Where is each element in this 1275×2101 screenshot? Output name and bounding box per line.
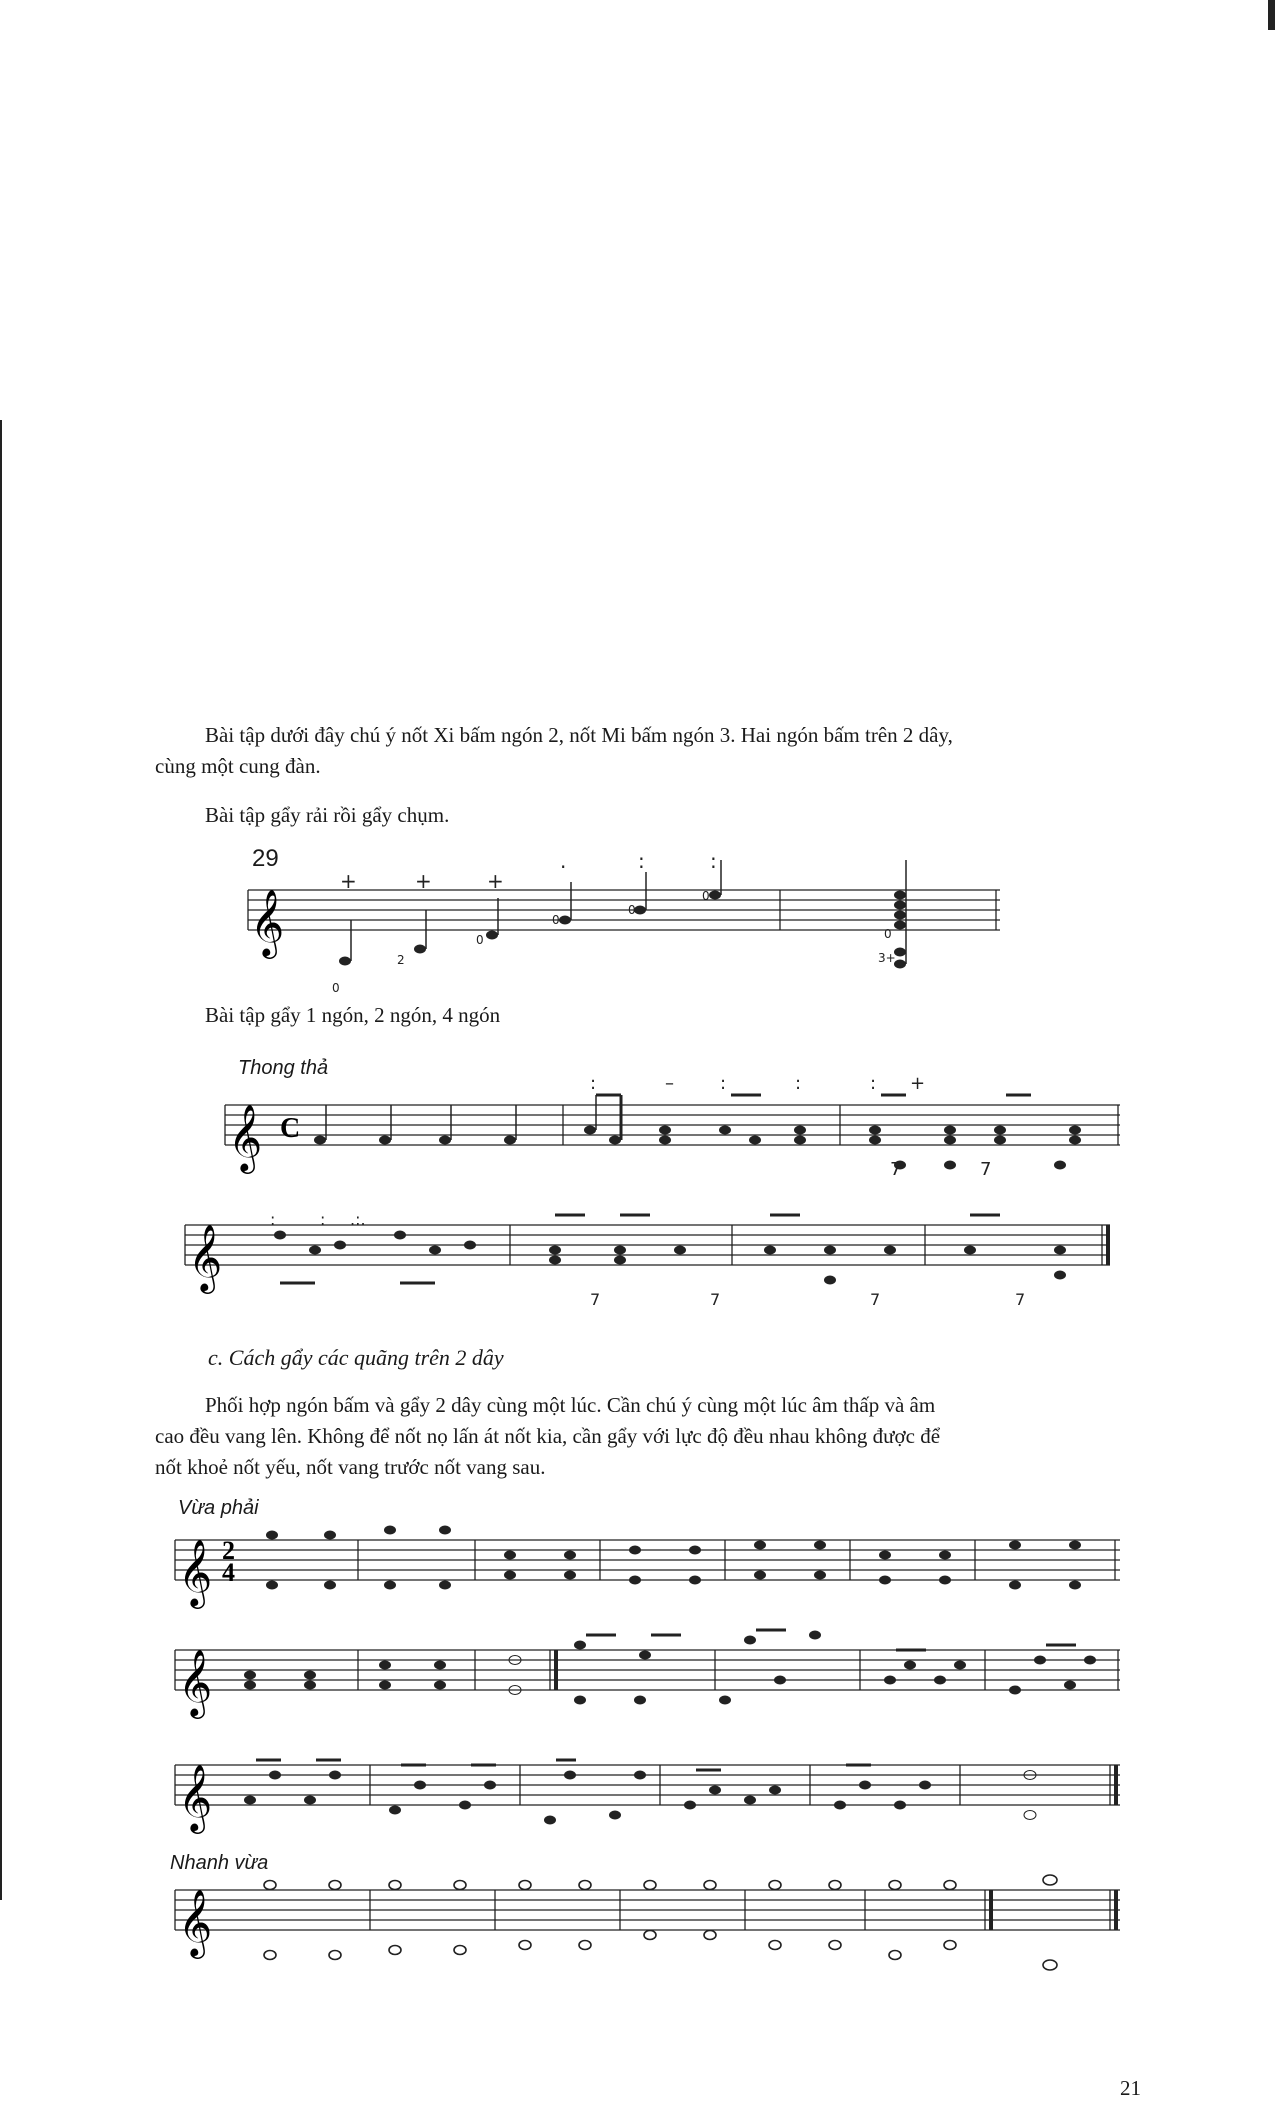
svg-text:7: 7 [710, 1290, 721, 1309]
svg-text::: : [638, 849, 645, 873]
svg-text:0: 0 [628, 903, 636, 917]
intervals-line-1: Phối hợp ngón bấm và gẩy 2 dây cùng một lúc. Cần chú ý cùng một lúc âm thấp và âm [205, 1393, 936, 1417]
exercise-arpeggio-caption: Bài tập gẩy rải rồi gẩy chụm. [205, 803, 450, 827]
svg-text:7: 7 [870, 1290, 881, 1309]
svg-text:0: 0 [332, 981, 340, 995]
intervals-line-2: cao đều vang lên. Không để nốt nọ lấn át nốt kia, cần gẩy với lực độ đều nhau không được để [155, 1424, 941, 1448]
staff-vua-phai-3 [170, 1735, 1125, 1855]
svg-text::: : [710, 849, 717, 873]
svg-text::: : [270, 1210, 276, 1229]
exercise-fingers-caption: Bài tập gẩy 1 ngón, 2 ngón, 4 ngón [205, 1003, 501, 1027]
svg-text:2: 2 [397, 953, 405, 967]
section-heading: c. Cách gẩy các quãng trên 2 dây [208, 1345, 504, 1370]
intervals-paragraph [155, 1390, 1145, 1483]
staff-nhanh-vua [170, 1860, 1125, 1990]
tempo-marking-2: Vừa phải [178, 1497, 259, 1519]
exercise-number: 29 [252, 845, 279, 872]
svg-text::: : [795, 1073, 802, 1094]
svg-text:7: 7 [890, 1159, 902, 1180]
svg-text:+: + [340, 869, 357, 893]
svg-text:.:.: .:. [350, 1210, 366, 1229]
common-time: C [280, 1113, 301, 1144]
svg-text:0: 0 [884, 927, 892, 941]
svg-text:𝄞: 𝄞 [188, 1223, 223, 1291]
svg-text::: : [870, 1073, 877, 1094]
svg-text:𝄞: 𝄞 [178, 1648, 213, 1716]
intro-line-1: Bài tập dưới đây chú ý nốt Xi bấm ngón 2, nốt Mi bấm ngón 3. Hai ngón bấm trên 2 dây, [205, 723, 953, 747]
staff-thong-tha-2 [180, 1195, 1115, 1335]
page-number: 21 [1120, 2076, 1141, 2100]
page-edge-top-right [1268, 0, 1275, 30]
svg-text:+: + [415, 869, 432, 893]
svg-text:+: + [487, 869, 504, 893]
svg-text:+: + [910, 1073, 926, 1094]
page-edge-left [0, 420, 2, 1900]
svg-text:𝄞: 𝄞 [178, 1763, 213, 1831]
svg-text:–: – [665, 1073, 674, 1094]
time-sig-top: 2 [222, 1536, 235, 1565]
staff-thong-tha-1 [220, 1075, 1125, 1195]
time-sig-bottom: 4 [222, 1558, 235, 1587]
svg-text::: : [320, 1210, 326, 1229]
svg-text:0: 0 [476, 933, 484, 947]
svg-text:𝄞: 𝄞 [178, 1538, 213, 1606]
svg-text:𝄞: 𝄞 [250, 888, 285, 956]
intervals-line-3: nốt khoẻ nốt yếu, nốt vang trước nốt vang sau. [155, 1455, 546, 1479]
svg-text::: : [720, 1073, 727, 1094]
svg-text:7: 7 [1015, 1290, 1026, 1309]
svg-text::: : [590, 1073, 597, 1094]
svg-text:𝄞: 𝄞 [228, 1103, 263, 1171]
svg-text:𝄞: 𝄞 [178, 1888, 213, 1956]
intro-paragraph [155, 720, 1145, 782]
svg-text:7: 7 [590, 1290, 601, 1309]
svg-text:7: 7 [980, 1159, 992, 1180]
svg-text:0: 0 [702, 889, 710, 903]
intro-line-2: cùng một cung đàn. [155, 754, 321, 778]
svg-text:3+: 3+ [878, 951, 896, 965]
tempo-marking-3: Nhanh vừa [170, 1852, 269, 1874]
tempo-marking-1: Thong thả [238, 1057, 329, 1079]
svg-text:.: . [560, 849, 567, 873]
svg-text:0: 0 [552, 913, 560, 927]
staff-vua-phai-2 [170, 1620, 1125, 1735]
staff-vua-phai-1 [170, 1510, 1125, 1615]
